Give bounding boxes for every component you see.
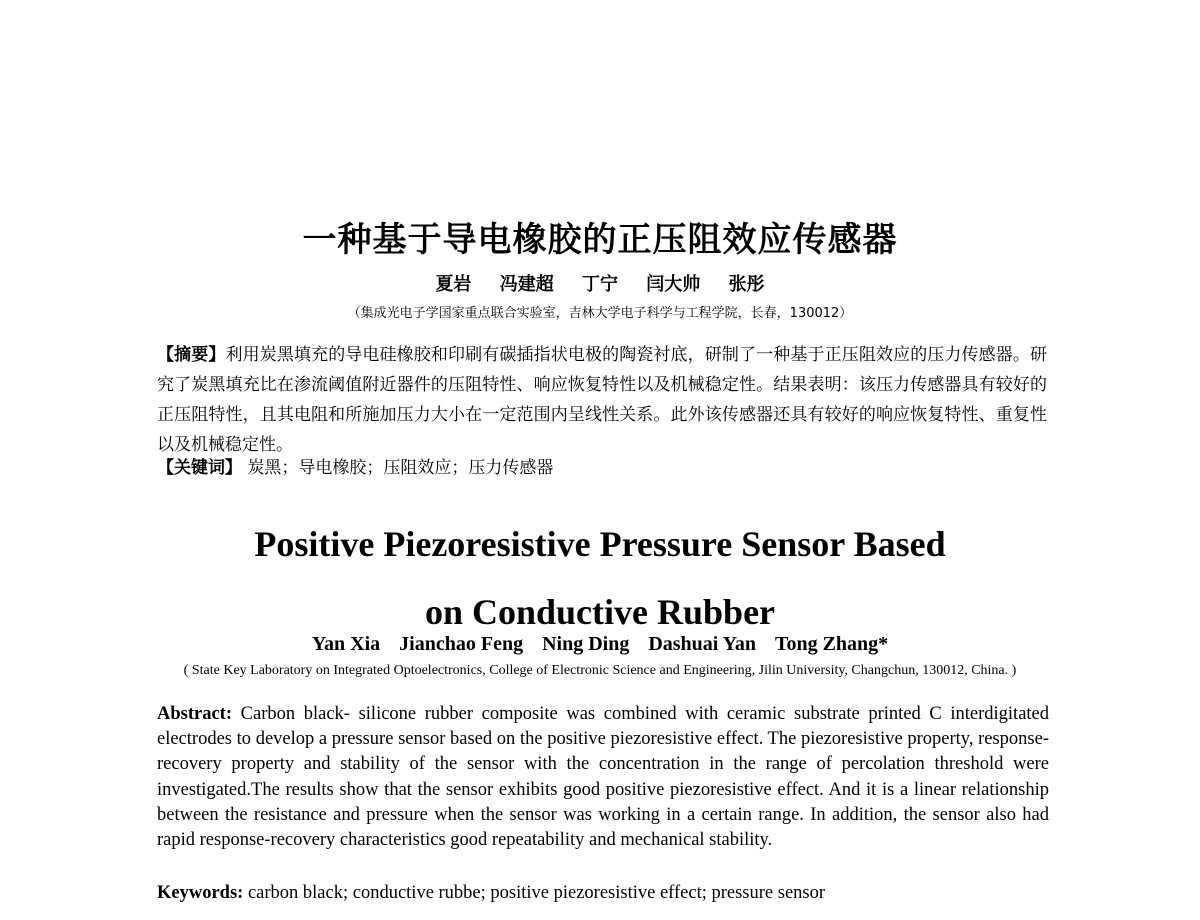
- english-abstract-text: Carbon black- silicone rubber composite was combined with ceramic substrate printed C interdigitated electrodes to develop a pressure sensor based on the positive piezoresistive effect. The piezoresistive property, response-recovery property and stability of the sensor with the concentration in the range of percolation threshold were investigated.The results show that the sensor exhibits good positive piezoresistive effect. And it is a linear relationship between the resistance and pressure when the sensor was working in a certain range. In addition, the sensor also had rapid response-recovery characteristics good repeatability and mechanical stability.: [157, 704, 1050, 851]
- english-authors: [0, 633, 1200, 656]
- chinese-keywords: [157, 455, 1047, 481]
- english-keywords-label: Keywords:: [157, 883, 244, 903]
- english-affiliation: ( State Key Laboratory on Integrated Optoelectronics, College of Electronic Science and Engineering, Jilin University, Changchun, 130012, China. ): [183, 663, 1017, 678]
- chinese-authors: [0, 270, 1200, 296]
- english-title: [0, 510, 1200, 646]
- chinese-abstract-text: 利用炭黑填充的导电硅橡胶和印刷有碳插指状电极的陶瓷衬底，研制了一种基于正压阻效应的压力传感器。研究了炭黑填充比在渗流阈值附近器件的压阻特性、响应恢复特性以及机械稳定性。结果表明：该压力传感器具有较好的正压阻特性，且其电阻和所施加压力大小在一定范围内呈线性关系。此外该传感器还具有较好的响应恢复特性、重复性以及机械稳定性。: [157, 345, 1048, 455]
- english-author: Tong Zhang*: [774, 633, 889, 655]
- chinese-keywords-label: 【关键词】: [157, 458, 242, 478]
- english-title-line-1: Positive Piezoresistive Pressure Sensor Based: [254, 524, 946, 564]
- english-author: Yan Xia: [311, 633, 381, 655]
- chinese-abstract-label: 【摘要】: [157, 345, 226, 365]
- english-keywords: [157, 880, 1049, 906]
- chinese-affiliation: （集成光电子学国家重点联合实验室，吉林大学电子科学与工程学院，长春，130012）: [347, 306, 853, 321]
- chinese-author: 夏岩: [435, 274, 472, 295]
- chinese-keywords-text: 炭黑；导电橡胶；压阻效应；压力传感器: [247, 458, 554, 478]
- english-keywords-text: carbon black; conductive rubbe; positive piezoresistive effect; pressure sensor: [247, 883, 826, 903]
- english-title-line-2: on Conductive Rubber: [424, 592, 776, 632]
- english-abstract-label: Abstract:: [157, 704, 233, 724]
- chinese-title: 一种基于导电橡胶的正压阻效应传感器: [302, 220, 898, 260]
- english-author: Jianchao Feng: [399, 633, 524, 655]
- chinese-author: 冯建超: [499, 274, 554, 295]
- chinese-abstract: [157, 340, 1047, 460]
- english-abstract: [157, 702, 1049, 853]
- chinese-author: 闫大帅: [646, 274, 701, 295]
- chinese-author: 丁宁: [582, 274, 618, 295]
- chinese-author: 张彤: [728, 274, 765, 295]
- english-author: Dashuai Yan: [648, 633, 756, 655]
- english-author: Ning Ding: [542, 633, 630, 655]
